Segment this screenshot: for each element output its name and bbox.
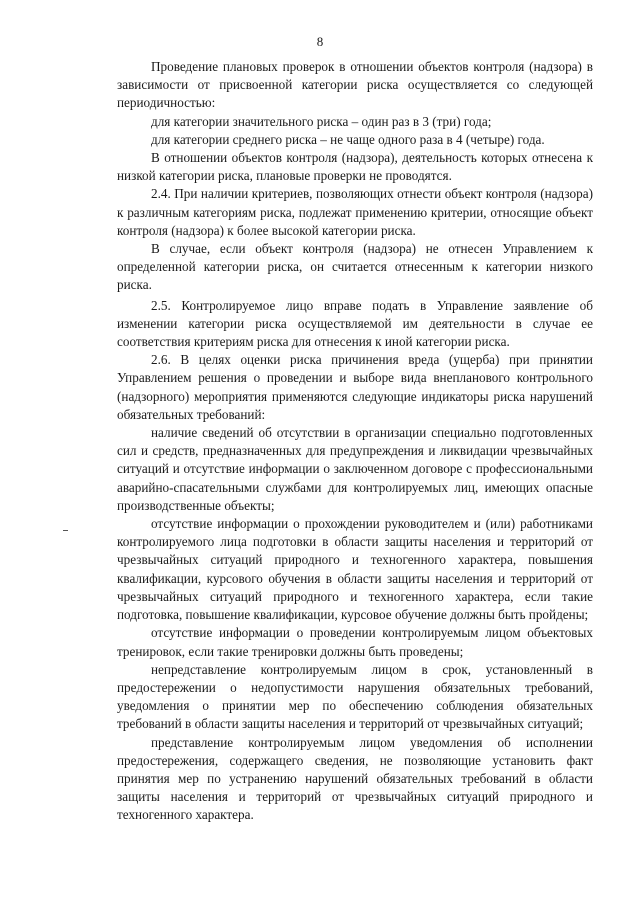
paragraph-2-5: 2.5. Контролируемое лицо вправе подать в Управление заявление об изменении категории риска осуществляемой им деятельности в случае ее соответствия критериям риска для отнесения к иной категории риска. [117, 297, 593, 350]
paragraph-2-4: 2.4. При наличии критериев, позволяющих отнести объект контроля (надзора) к различным категориям риска, подлежат применению критерии, относящие объект контроля (надзора) к более высокой категории риска. [117, 186, 593, 238]
indicator-drills: отсутствие информации о проведении контролируемым лицом объектовых тренировок, если такие тренировки должны быть проведены; [117, 625, 593, 659]
paragraph-scheduled-inspections: Проведение плановых проверок в отношении объектов контроля (надзора) в зависимости от присвоенной категории риска осуществляется со следующей периодичностью: [117, 59, 593, 111]
document-body [117, 58, 593, 825]
indicator-forces-and-means: наличие сведений об отсутствии в организации специально подготовленных сил и средств, предназначенных для предупреждения и ликвидации чрезвычайных ситуаций и отсутствие информации о заключенном договоре с профессиональными аварийно-спасательными службами для контролируемых лиц, имеющих опасные производственные объекты; [117, 425, 593, 513]
paragraph-significant-risk: для категории значительного риска – один раз в 3 (три) года; [151, 113, 492, 129]
margin-mark [63, 530, 68, 531]
paragraph-not-assigned: В случае, если объект контроля (надзора) не отнесен Управлением к определенной категории риска, он считается отнесенным к категории низкого риска. [117, 241, 593, 293]
indicator-insufficient-notification: представление контролируемым лицом уведомления об исполнении предостережения, содержащего сведения, не позволяющие установить факт принятия мер по устранению нарушений обязательных требований в области защиты населения и территорий от чрезвычайных ситуаций природного и техногенного характера. [117, 734, 593, 823]
indicator-no-notification: непредставление контролируемым лицом в срок, установленный в предостережении о недопустимости нарушения обязательных требований, уведомления о принятии мер по обеспечению соблюдения обязательных требований в области защиты населения и территорий от чрезвычайных ситуаций; [117, 661, 593, 732]
page-number: 8 [316, 34, 324, 49]
paragraph-2-6: 2.6. В целях оценки риска причинения вреда (ущерба) при принятии Управлением решения о проведении и выборе вида внепланового контрольного (надзорного) мероприятия применяются следующие индикаторы риска нарушений обязательных требований: [117, 352, 593, 422]
indicator-training: отсутствие информации о прохождении руководителем и (или) работниками контролируемого лица подготовки в области защиты населения и территорий от чрезвычайных ситуаций природного и техногенного характера, повышения квалификации, курсового обучения в области защиты населения и территорий от чрезвычайных ситуаций природного и техногенного характера, если такие подготовка, повышение квалификации, курсовое обучение должны быть пройдены; [117, 516, 593, 623]
paragraph-low-risk: В отношении объектов контроля (надзора), деятельность которых отнесена к низкой категории риска, плановые проверки не проводятся. [117, 150, 593, 184]
paragraph-medium-risk: для категории среднего риска – не чаще одного раза в 4 (четыре) года. [151, 131, 545, 147]
